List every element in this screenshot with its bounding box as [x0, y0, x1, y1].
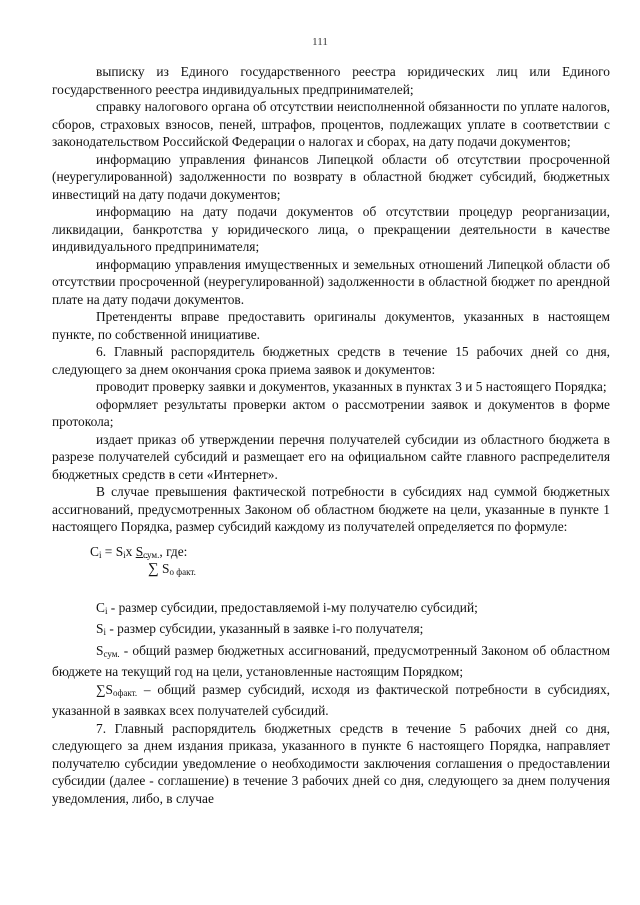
paragraph: информацию на дату подачи документов об отсутствии процедур реорганизации, ликвидации, банкротства у юридического лица, о прекращении деятельности в качестве индивидуального предпринимателя; — [52, 204, 610, 254]
paragraph: 6. Главный распорядитель бюджетных средств в течение 15 рабочих дней со дня, следующего за днем окончания срока приема заявок и документов: — [52, 344, 610, 377]
paragraph: Претенденты вправе предоставить оригиналы документов, указанных в настоящем пункте, по собственной инициативе. — [52, 309, 610, 342]
definition-si: $S_i$ - размер субсидии, указанный в заявке i-го получателя; — [96, 621, 424, 637]
paragraph: информацию управления имущественных и земельных отношений Липецкой области об отсутствии просроченной (неурегулированной) задолженности в областной бюджет по арендной плате на дату подачи документов. — [52, 256, 610, 307]
document-body — [52, 63, 610, 807]
paragraph: издает приказ об утверждении перечня получателей субсидии из областного бюджета в разрезе получателей субсидий и размещает его на официальном сайте главного распределителя бюджетных средств в сети «Интернет». — [52, 431, 610, 482]
definition-ssum: $S_{сум.}$ - общий размер бюджетных ассигнований, предусмотренный Законом об областном бюджете на текущий год на цели, установленные настоящим Порядком; — [52, 642, 610, 679]
formula-numerator: $C_i = S_ix$ $S_{сум.}$, где: — [90, 543, 188, 560]
subsidy-formula — [52, 543, 610, 591]
paragraph: В случае превышения фактической потребности в субсидиях над суммой бюджетных ассигнований, предусмотренных Законом об областном бюджете на цели, указанные в пункте 1 настоящего Порядка, размер субсидий каждому из получателей определяется по формуле: — [52, 484, 610, 534]
definition-ci: $C_i$ - размер субсидии, предоставляемой i-му получателю субсидий; — [96, 599, 478, 616]
paragraph: проводит проверку заявки и документов, указанных в пунктах 3 и 5 настоящего Порядка; — [96, 379, 607, 394]
page-number: 111 — [312, 36, 328, 48]
paragraph: справку налогового органа об отсутствии неисполненной обязанности по уплате налогов, сборов, страховых взносов, пеней, штрафов, процентов, подлежащих уплате в соответствии с законодательством Российской Федерации о налогах и сборах, на дату подачи документов; — [52, 99, 610, 149]
paragraph: информацию управления финансов Липецкой области об отсутствии просроченной (неурегулированной) задолженности по возврату в областной бюджет субсидий, бюджетных инвестиций на дату подачи документов; — [52, 151, 610, 202]
definition-sfact: $\sum S_{офакт.}$ – общий размер субсидий, исходя из фактической потребности в субсидиях, указанной в заявках всех получателей субсидий. — [52, 681, 610, 718]
formula-denominator: ∑ $S_{о факт.}$ — [148, 560, 196, 577]
paragraph: выписку из Единого государственного реестра юридических лиц или Единого государственного реестра индивидуальных предпринимателей; — [52, 64, 610, 97]
paragraph: 7. Главный распорядитель бюджетных средств в течение 5 рабочих дней со дня, следующего за днем издания приказа, указанного в пункте 6 настоящего Порядка, направляет получателю субсидии уведомление о необходимости заключения соглашения о предоставлении субсидии (далее - соглашение) в течение 3 рабочих дней со дня, следующего за днем получения уведомления, либо, в случае — [52, 720, 610, 806]
paragraph: оформляет результаты проверки актом о рассмотрении заявок и документов в форме протокола; — [52, 396, 610, 429]
